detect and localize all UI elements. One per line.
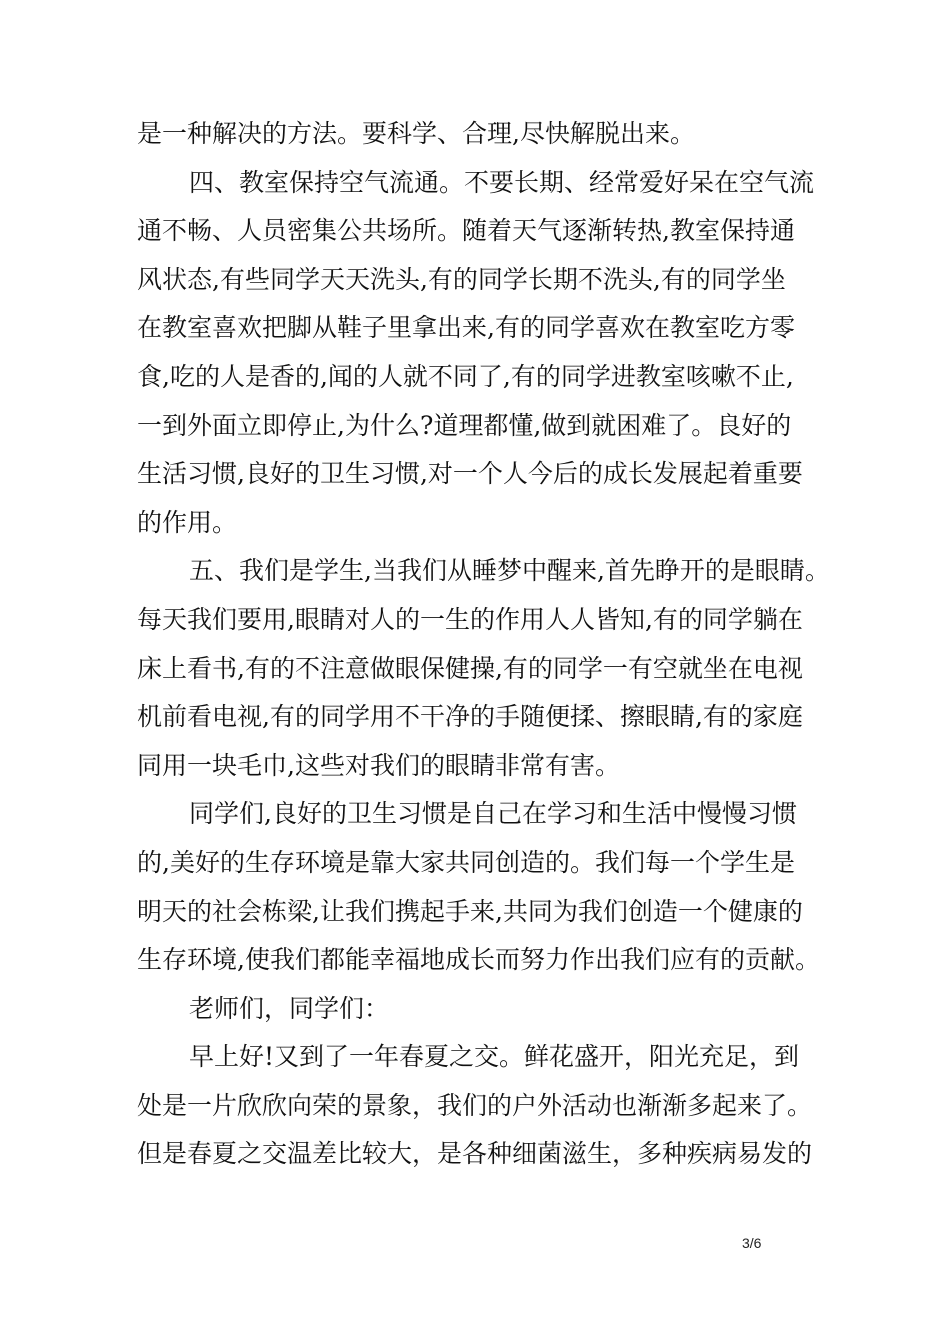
page-number: 3/6	[742, 1235, 762, 1251]
text-line: 一到外面立即停止,为什么?道理都懂,做到就困难了。良好的	[137, 410, 792, 440]
text-line: 同用一块毛巾,这些对我们的眼睛非常有害。	[137, 750, 620, 780]
text-line: 老师们，同学们：	[189, 993, 390, 1023]
text-line: 机前看电视,有的同学用不干净的手随便揉、擦眼睛,有的家庭	[137, 702, 803, 732]
text-line: 的作用。	[137, 507, 238, 537]
text-line: 是一种解决的方法。要科学、合理,尽快解脱出来。	[137, 119, 695, 148]
text-line: 同学们,良好的卫生习惯是自己在学习和生活中慢慢习惯	[189, 799, 797, 829]
text-line: 早上好!又到了一年春夏之交。鲜花盛开，阳光充足，到	[189, 1042, 800, 1072]
text-line: 在教室喜欢把脚从鞋子里拿出来,有的同学喜欢在教室吃方零	[137, 313, 795, 343]
text-line: 风状态,有些同学天天洗头,有的同学长期不洗头,有的同学坐	[137, 264, 786, 294]
text-line: 每天我们要用,眼睛对人的一生的作用人人皆知,有的同学躺在	[137, 604, 803, 634]
text-line: 床上看书,有的不注意做眼保健操,有的同学一有空就坐在电视	[137, 653, 803, 683]
text-line: 的,美好的生存环境是靠大家共同创造的。我们每一个学生是	[137, 847, 795, 877]
document-body	[137, 110, 837, 1179]
text-line: 五、我们是学生,当我们从睡梦中醒来,首先睁开的是眼睛。	[189, 556, 830, 586]
text-line: 食,吃的人是香的,闻的人就不同了,有的同学进教室咳嗽不止,	[137, 361, 794, 391]
text-line: 四、教室保持空气流通。不要长期、经常爱好呆在空气流	[189, 167, 815, 197]
text-line: 通不畅、人员密集公共场所。随着天气逐渐转热,教室保持通	[137, 216, 795, 246]
text-line: 生存环境,使我们都能幸福地成长而努力作出我们应有的贡献。	[137, 945, 820, 975]
text-line: 处是一片欣欣向荣的景象，我们的户外活动也渐渐多起来了。	[137, 1090, 813, 1120]
text-line: 明天的社会栋梁,让我们携起手来,共同为我们创造一个健康的	[137, 896, 803, 926]
text-line: 生活习惯,良好的卫生习惯,对一个人今后的成长发展起着重要	[137, 459, 803, 489]
text-line: 但是春夏之交温差比较大，是各种细菌滋生，多种疾病易发的	[137, 1139, 813, 1169]
